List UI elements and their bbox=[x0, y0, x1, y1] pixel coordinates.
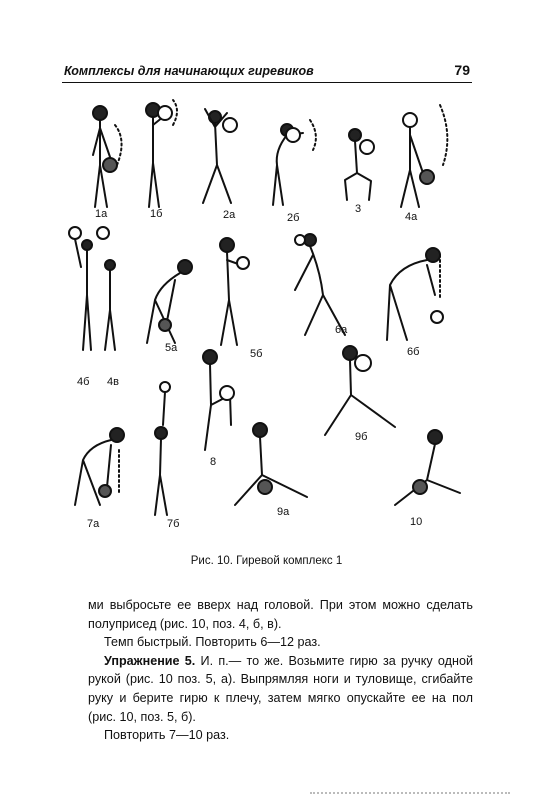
label-9b: 9б bbox=[355, 431, 368, 443]
label-10: 10 bbox=[410, 516, 423, 528]
figure-5b bbox=[220, 238, 249, 345]
label-3: 3 bbox=[355, 203, 362, 215]
figure-8 bbox=[203, 350, 234, 450]
label-6b: 6б bbox=[407, 346, 420, 358]
label-1a: 1а bbox=[95, 208, 108, 220]
running-header bbox=[62, 62, 472, 83]
running-title: Комплексы для начинающих гиревиков bbox=[64, 64, 314, 78]
page-number: 79 bbox=[454, 62, 470, 78]
paragraph-4: Повторить 7—10 раз. bbox=[104, 728, 230, 743]
exercise-description: И. п.— то же. Возьмите гирю за ручку одной рукой (рис. 10 поз. 5, а). Выпрямляя ноги и туловище, сгибайте руку и берите гирю к плечу, затем мягко опускайте ее на пол (рис. 10, поз. 5, б). bbox=[88, 653, 473, 724]
exercise-title: Упражнение 5. bbox=[104, 653, 196, 668]
figure-5a bbox=[147, 260, 192, 343]
figure-9a bbox=[235, 423, 307, 505]
paragraph-2: Темп быстрый. Повторить 6—12 раз. bbox=[104, 635, 321, 650]
figure-2b bbox=[273, 120, 316, 205]
label-7b: 7б bbox=[167, 518, 180, 530]
figure-1a bbox=[93, 106, 122, 207]
figure-6a bbox=[295, 234, 345, 335]
label-6a: 6а bbox=[335, 324, 348, 336]
figure-caption: Рис. 10. Гиревой комплекс 1 bbox=[190, 555, 343, 567]
scan-smudge bbox=[310, 792, 510, 798]
paragraph-1: ми выбросьте ее вверх над головой. При этом можно сделать полуприсед (рис. 10, поз. 4, б, в). bbox=[88, 598, 473, 631]
label-1b: 1б bbox=[150, 208, 163, 220]
figure-3 bbox=[345, 129, 374, 200]
label-2b: 2б bbox=[287, 212, 300, 224]
label-4v: 4в bbox=[107, 376, 119, 388]
label-4a: 4а bbox=[405, 211, 418, 223]
label-5b: 5б bbox=[250, 348, 263, 360]
figure-9b bbox=[325, 346, 395, 435]
label-9a: 9а bbox=[277, 506, 290, 518]
figure-1b bbox=[146, 100, 177, 207]
figure-7a bbox=[75, 428, 124, 505]
figure-2a bbox=[203, 109, 237, 203]
exercise-illustration bbox=[55, 95, 485, 545]
label-2a: 2а bbox=[223, 209, 236, 221]
label-8: 8 bbox=[210, 456, 217, 468]
figure-7b bbox=[155, 382, 170, 515]
label-5a: 5а bbox=[165, 342, 178, 354]
body-text bbox=[88, 596, 473, 745]
figure-6b bbox=[387, 248, 443, 340]
label-7a: 7а bbox=[87, 518, 100, 530]
figure-4b-4v bbox=[69, 227, 115, 350]
exercise-figures bbox=[55, 95, 485, 545]
figure-10 bbox=[395, 430, 460, 505]
figure-4a bbox=[401, 105, 447, 207]
paragraph-3 bbox=[88, 652, 473, 726]
label-4b: 4б bbox=[77, 376, 90, 388]
